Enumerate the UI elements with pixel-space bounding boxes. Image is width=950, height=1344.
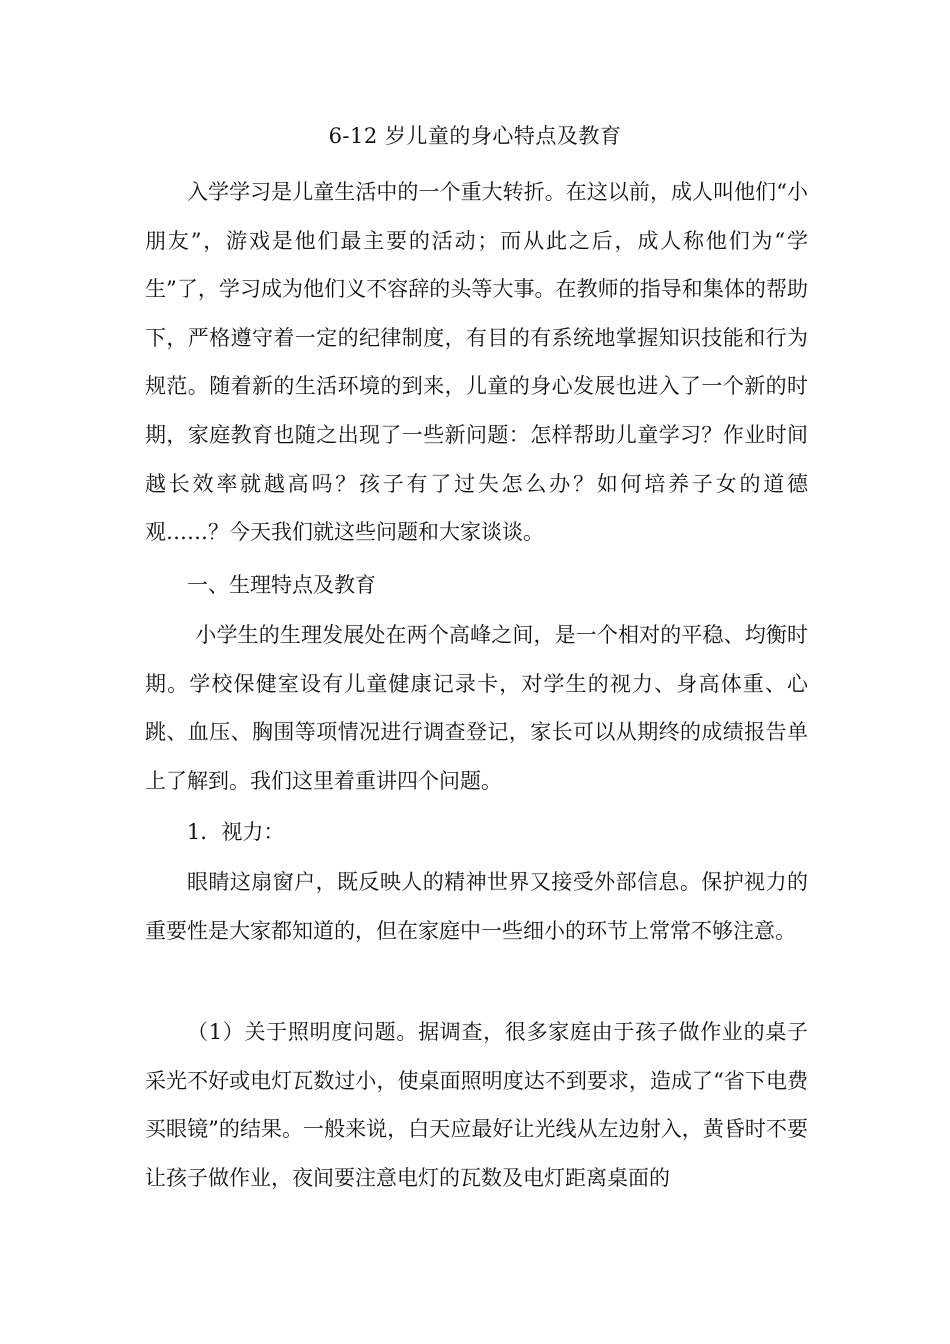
physiology-block xyxy=(145,611,808,805)
section-heading: 一、生理特点及教育 xyxy=(187,573,376,597)
intro-paragraph: 入学学习是儿童生活中的一个重大转折。在这以前，成人叫他们“小朋友”，游戏是他们最主要的活动；而从此之后，成人称他们为“学生”了，学习成为他们义不容辞的头等大事。在教师的指导和集体的帮助下，严格遵守着一定的纪律制度，有目的有系统地掌握知识技能和行为规范。随着新的生活环境的到来，儿童的身心发展也进入了一个新的时期，家庭教育也随之出现了一些新问题：怎样帮助儿童学习？作业时间越长效率就越高吗？孩子有了过失怎么办？如何培养子女的道德观……？今天我们就这些问题和大家谈谈。 xyxy=(145,180,808,545)
physiology-paragraph: 小学生的生理发展处在两个高峰之间，是一个相对的平稳、均衡时期。学校保健室设有儿童健康记录卡，对学生的视力、身高体重、心跳、血压、胸围等项情况进行调查登记，家长可以从期终的成绩报告单上了解到。我们这里着重讲四个问题。 xyxy=(145,623,808,793)
vision-paragraph: 眼睛这扇窗户，既反映人的精神世界又接受外部信息。保护视力的重要性是大家都知道的，但在家庭中一些细小的环节上常常不够注意。 xyxy=(145,870,808,943)
vision-block xyxy=(145,858,808,955)
subsection-heading: 1．视力： xyxy=(187,820,285,844)
document-title: 6-12 岁儿童的身心特点及教育 xyxy=(328,124,622,148)
section-block xyxy=(145,561,808,610)
vision-heading-block xyxy=(145,808,808,857)
lighting-block xyxy=(145,1008,808,1202)
lighting-paragraph: （1）关于照明度问题。据调查，很多家庭由于孩子做作业的桌子采光不好或电灯瓦数过小，使桌面照明度达不到要求，造成了“省下电费买眼镜”的结果。一般来说，白天应最好让光线从左边射入，黄昏时不要让孩子做作业，夜间要注意电灯的瓦数及电灯距离桌面的 xyxy=(145,1020,808,1190)
document-body xyxy=(145,168,808,557)
